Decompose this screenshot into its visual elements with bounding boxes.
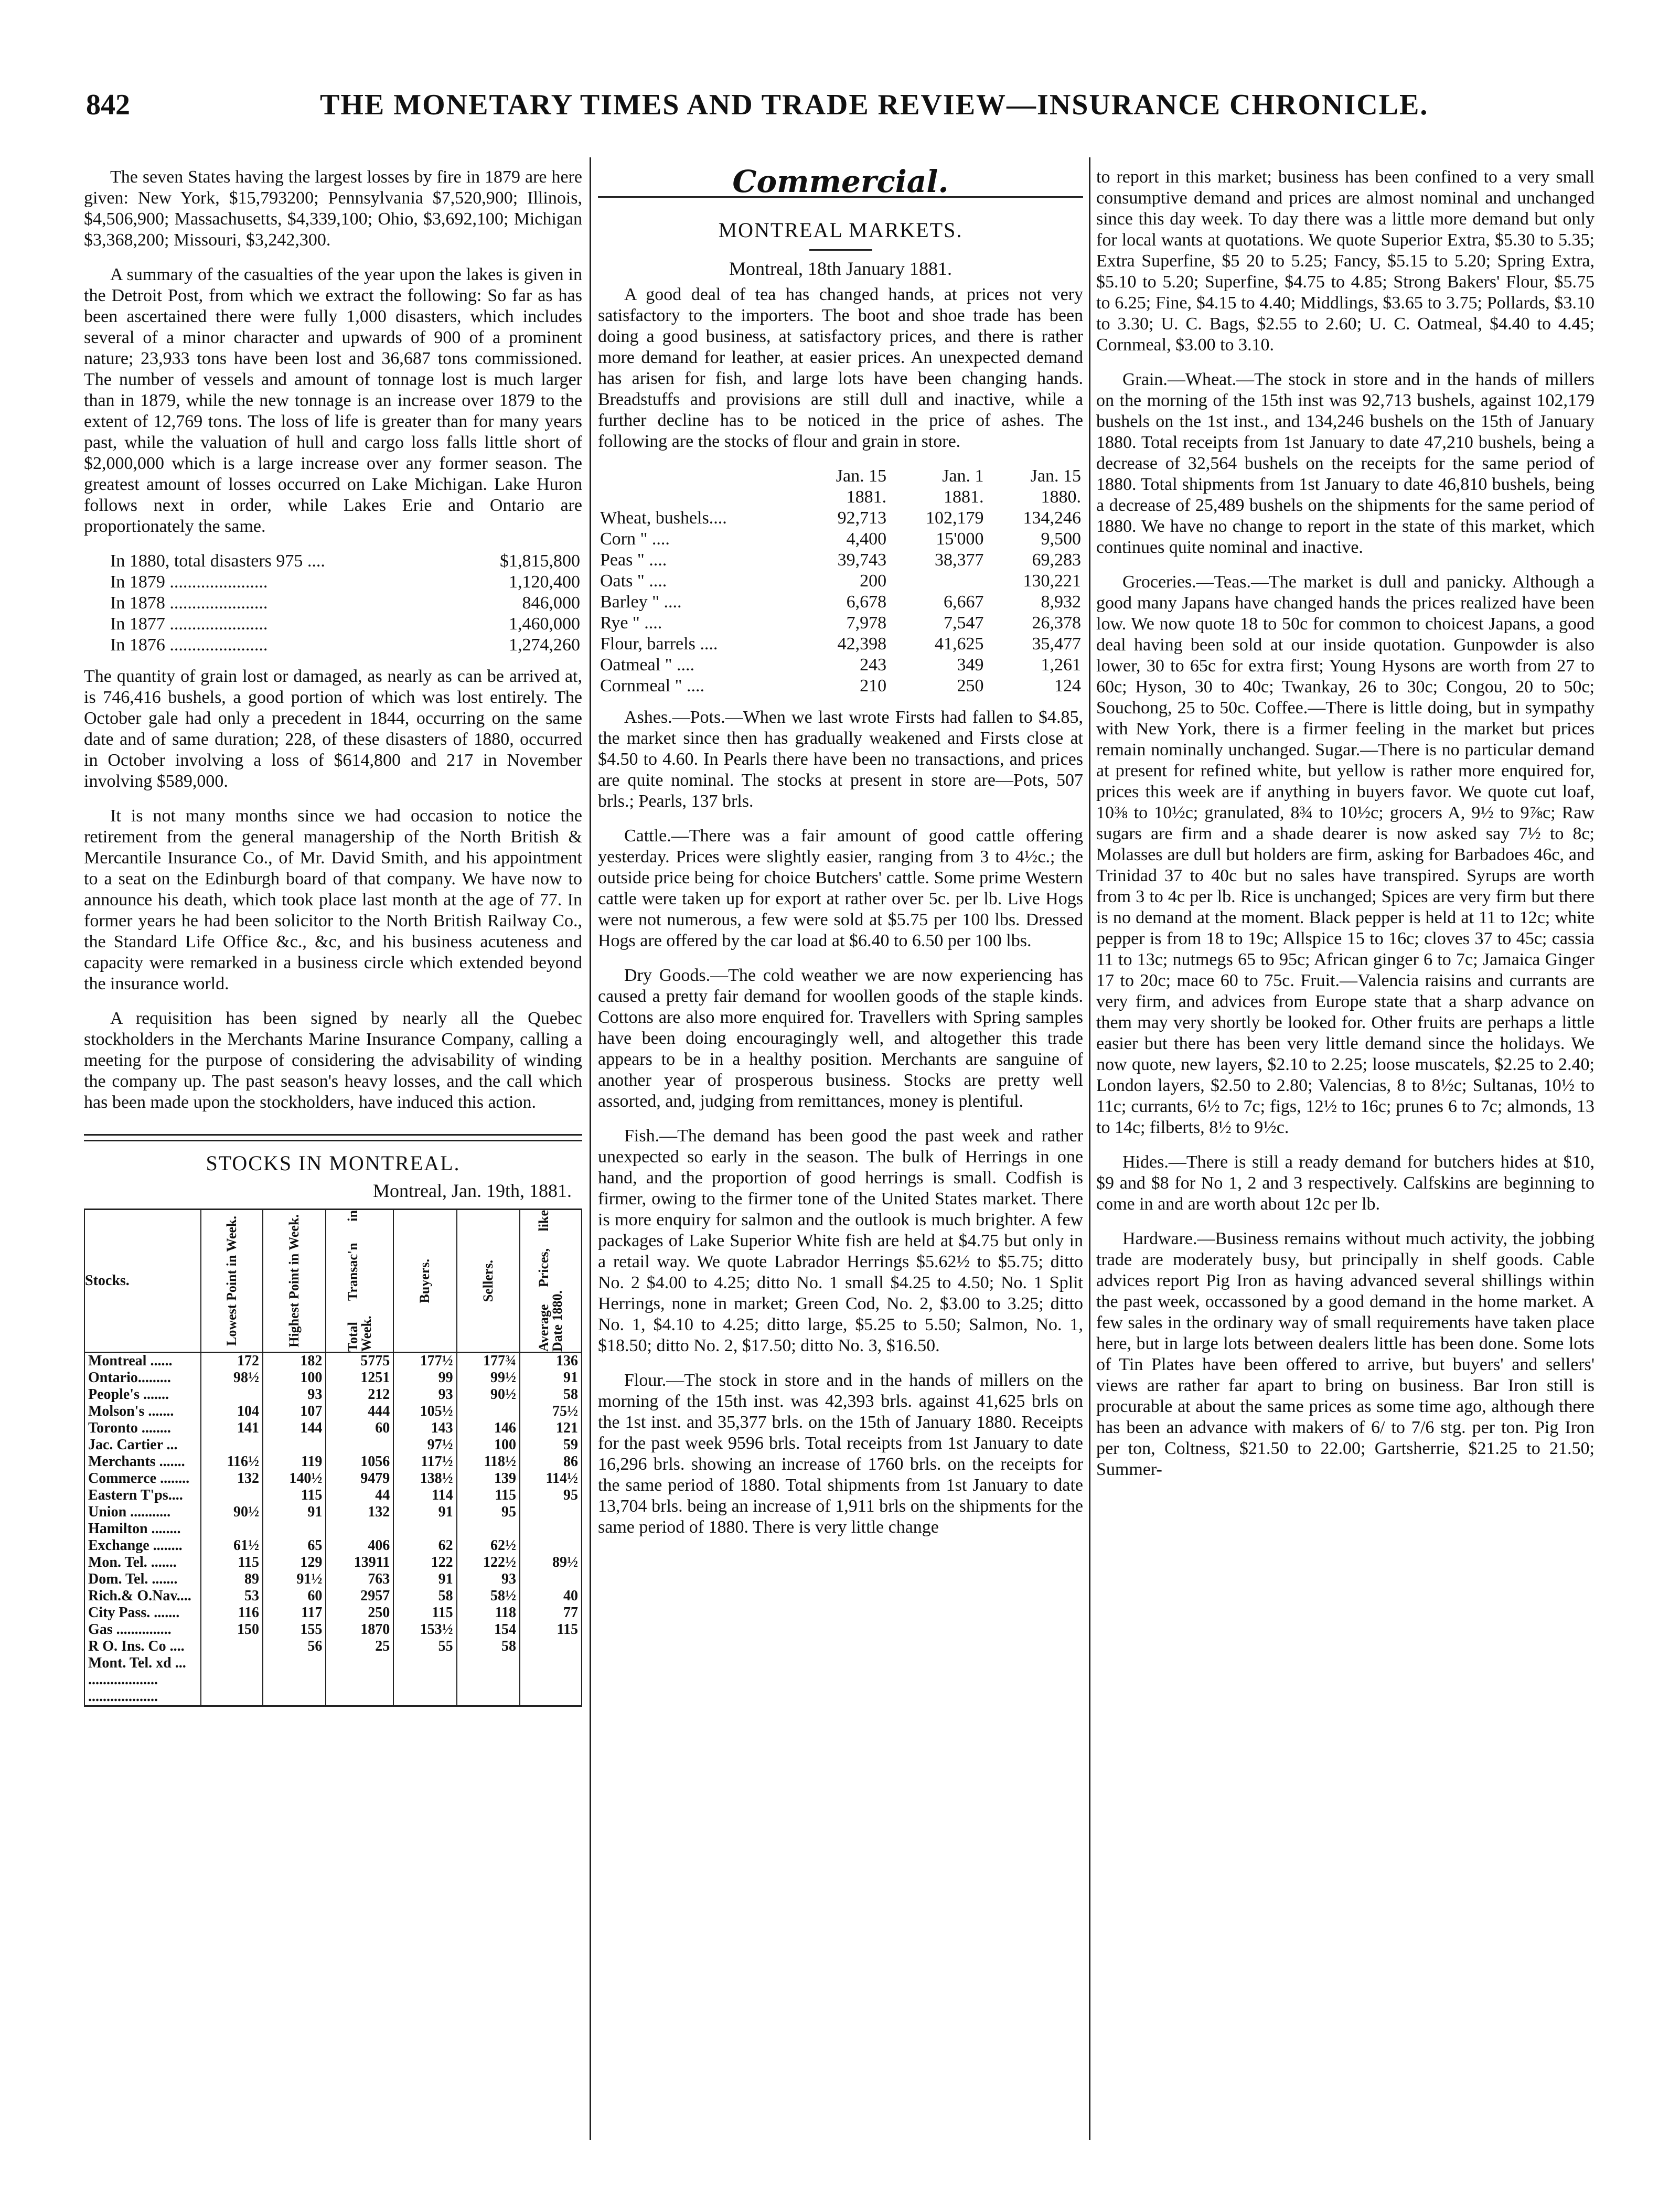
stock-name: Dom. Tel. ....... [84,1571,201,1588]
stock-value: 146 [457,1420,520,1437]
grain-row [598,508,1083,529]
stock-value [520,1571,582,1588]
disaster-value: 1,274,260 [509,635,580,655]
stock-value: 107 [263,1403,326,1420]
stock-value: 93 [263,1386,326,1403]
stock-value: 40 [520,1588,582,1605]
stock-value: 105½ [393,1403,456,1420]
stock-value: 58½ [457,1588,520,1605]
stock-value: 763 [326,1571,393,1588]
stocks-row [84,1504,582,1521]
stocks-row [84,1370,582,1386]
disaster-year: In 1880, total disasters 975 .... [110,551,325,571]
grain-header-cell: 1881. [846,487,887,507]
grain-header-row [598,466,1083,487]
disaster-year: In 1877 ...................... [110,614,268,634]
stock-name: Molson's ....... [84,1403,201,1420]
stocks-row [84,1453,582,1470]
disaster-value: 1,460,000 [509,614,580,634]
stock-value [201,1386,263,1403]
stock-value: 115 [393,1605,456,1621]
grain-value: 39,743 [837,550,887,570]
grain-header-cell [598,466,803,487]
stock-name: People's ....... [84,1386,201,1403]
fish-report: Fish.—The demand has been good the past week and rather unexpected so early in the season. The bulk of Herrings in one hand, and the proportion of good herrings is small. Codfish is firmer, owing to the firmer tone of the United States market. There is more enquiry for salmon and the outlook is much brighter. A few packages of Lake Superior White fish are held at $4.75 but only in a retail way. We quote Labrador Herrings $5.62½ to $5.75; ditto No. 2 $4.00 to 4.25; ditto No. 1 small $4.25 to 4.50; No. 1 Split Herrings, none in market; Green Cod, No. 2, $3.00 to 3.25; ditto No. 1, $4.10 to 4.25; ditto large, $5.25 to 5.50; Salmon, No. 1, $18.50; ditto No. 2, $17.50; ditto No. 3, $16.50. [598,1126,1083,1355]
stock-value: 100 [457,1437,520,1453]
grain-value: 102,179 [926,508,984,528]
grain-value: 1,261 [1041,655,1081,675]
stock-value: 2957 [326,1588,393,1605]
stocks-row [84,1655,582,1672]
grain-value: 35,477 [1032,634,1081,654]
stock-name: Ontario......... [84,1370,201,1386]
stock-value: 58 [457,1638,520,1655]
stocks-title: STOCKS IN MONTREAL. [206,1151,461,1175]
stocks-row [84,1672,582,1688]
column-rule-2 [1089,157,1090,2140]
stock-value [201,1655,263,1672]
disaster-year: In 1876 ...................... [110,635,268,655]
stock-value: 153½ [393,1621,456,1638]
stock-value [520,1537,582,1554]
disaster-row [84,551,582,572]
disaster-year: In 1878 ...................... [110,593,268,613]
stock-value: 75½ [520,1403,582,1420]
stock-value: 1870 [326,1621,393,1638]
stock-value: 62½ [457,1537,520,1554]
stock-value: 62 [393,1537,456,1554]
stock-value: 104 [201,1403,263,1420]
stock-value [201,1437,263,1453]
stock-value: 115 [457,1487,520,1504]
stock-value [326,1688,393,1706]
article-lake-casualties: A summary of the casualties of the year upon the lakes is given in the Detroit Post, from which we extract the following: So far as has been ascertained there were fully 1,000 disasters, which includes several of a minor character and upwards of 900 of a prominent nature; 23,933 tons have been lost and 36,687 tons commissioned. The number of vessels and amount of tonnage lost is much larger than in 1879, while the new tonnage is an increase over 1879 to the extent of 12,769 tons. The loss of life is greater than for many years past, while the valuation of hull and cargo loss falls little short of $2,000,000 which is a large increase over any former season. The greatest amount of losses occurred on Lake Michigan. Lake Huron follows next in order, while Lakes Erie and Ontario are proportionately the same. [84,265,582,536]
disaster-row [84,593,582,614]
article-merchants-marine: A requisition has been signed by nearly all the Quebec stockholders in the Merchants Marine Insurance Company, calling a meeting for the purpose of considering the advisability of winding the company up. The past season's heavy losses, and the call which has been made upon the stockholders, have induced this action. [84,1009,582,1112]
grain-commodity: Barley " .... [600,592,682,612]
stocks-header-cell [201,1210,263,1353]
stock-value [520,1521,582,1537]
stock-value: 1251 [326,1370,393,1386]
running-title: THE MONETARY TIMES AND TRADE REVIEW—INSURANCE CHRONICLE. [320,89,1429,121]
stock-value: 95 [457,1504,520,1521]
stock-value: 65 [263,1537,326,1554]
stock-value: 139 [457,1470,520,1487]
stock-value: 13911 [326,1554,393,1571]
stock-value: 116 [201,1605,263,1621]
stock-value: 55 [393,1638,456,1655]
stock-name: Toronto ........ [84,1420,201,1437]
disaster-value: $1,815,800 [500,551,580,571]
stock-value: 122½ [457,1554,520,1571]
stock-value: 58 [393,1588,456,1605]
grain-value: 8,932 [1041,592,1081,612]
stocks-header-label: Buyers. [417,1258,433,1303]
disaster-year: In 1879 ...................... [110,572,268,592]
stock-value: 1056 [326,1453,393,1470]
grain-value: 6,667 [944,592,984,612]
stock-value: 56 [263,1638,326,1655]
article-david-smith: It is not many months since we had occasion to notice the retirement from the general managership of the North British & Mercantile Insurance Co., of Mr. David Smith, and his appointment to a seat on the Edinburgh board of that company. We have now to announce his death, which took place last month at the age of 77. In former years he had been solicitor to the North British Railway Co., the Standard Life Office &c., &c, and his business acuteness and capacity were remarked in a business circle which extended beyond the insurance world. [84,806,582,993]
grain-header-cell: 1881. [944,487,984,507]
grain-value [889,571,986,592]
grain-value: 9,500 [1041,529,1081,549]
stocks-row [84,1437,582,1453]
stocks-header-label: Highest Point in Week. [286,1214,302,1348]
stock-value: 60 [326,1420,393,1437]
stock-value [393,1521,456,1537]
stock-value: 100 [263,1370,326,1386]
stock-value: 93 [393,1386,456,1403]
stock-value: 91 [393,1571,456,1588]
stock-value: 91½ [263,1571,326,1588]
grain-value: 200 [860,571,887,591]
stock-value [201,1487,263,1504]
stock-value: 132 [326,1504,393,1521]
grain-value: 42,398 [837,634,887,654]
stock-value: 59 [520,1437,582,1453]
grain-commodity: Flour, barrels .... [600,634,718,654]
stock-value [263,1672,326,1688]
stock-value: 121 [520,1420,582,1437]
stocks-row [84,1605,582,1621]
stock-value: 118 [457,1605,520,1621]
stock-value: 150 [201,1621,263,1638]
disaster-value: 846,000 [522,593,580,613]
grain-value: 69,283 [1032,550,1081,570]
flour-report-continued: to report in this market; business has been confined to a very small consumptive demand and prices are almost nominal and unchanged since this day week. To day there was a little more demand but only for local wants at quotations. We quote Superior Extra, $5.30 to 5.35; Extra Superfine, $5 20 to 5.25; Fancy, $5.15 to 5.20; Spring Extra, $5.10 to 5.20; Superfine, $4.75 to 4.85; Strong Bakers' Flour, $5.75 to 6.25; Fine, $4.15 to 4.40; Middlings, $3.65 to 3.75; Pollards, $3.10 to 3.30; U. C. Bags, $2.55 to 2.60; U. C. Oatmeal, $4.40 to 4.45; Cornmeal, $3.00 to 3.10. [1096,167,1595,355]
stock-value: 122 [393,1554,456,1571]
stock-value: 95 [520,1487,582,1504]
grain-report: Grain.—Wheat.—The stock in store and in the hands of millers on the morning of the 15th inst was 92,713 bushels, against 102,179 bushels on the 1st inst., and 134,246 bushels on the 15th of January 1880. Total receipts from 1st January to date 47,210 bushels, being a decrease of 32,564 bushels on the receipts for the same period of 1880. Total shipments from 1st January to date 46,810 bushels, being a decrease of 25,489 bushels on the shipments for the same period of 1880. We have no change to report in the state of this market, which continues quite nominal and inactive. [1096,370,1595,557]
stock-value: 53 [201,1588,263,1605]
grain-header-cell: Jan. 15 [836,466,887,486]
grain-commodity: Rye " .... [600,613,662,633]
grain-stocks-table [598,466,1083,697]
stocks-header-label: Average Prices, like Date 1880. [536,1210,565,1352]
stocks-row [84,1487,582,1504]
stocks-header-cell [520,1210,582,1353]
grain-value: 130,221 [1023,571,1081,591]
stock-value [457,1672,520,1688]
stock-value: 91 [263,1504,326,1521]
stocks-row [84,1403,582,1420]
grain-value: 134,246 [1023,508,1081,528]
grain-value: 15'000 [936,529,984,549]
stock-value: 115 [263,1487,326,1504]
grain-value: 26,378 [1032,613,1081,633]
grain-value: 7,547 [944,613,984,633]
hardware-report: Hardware.—Business remains without much activity, the jobbing trade are moderately busy, but principally in shelf goods. Cable advices report Pig Iron as having advanced several shillings within the past week, occassoned by a good demand in the home market. A few sales in the ordinary way of small requirements have taken place here, but in large lots between dealers little has been done. Some lots of Tin Plates have been offered to arrive, but buyers' and sellers' views are rather far apart to bring on business. Bar Iron still is procurable at about the same prices as some time ago, although there has been an advance with makers of 6/ to 7/6 stg. per ton. Pig Iron per ton, Coltness, $21.50 to 22.00; Gartsherrie, $21.25 to 21.50; Summer- [1096,1229,1595,1479]
stock-value [326,1672,393,1688]
stock-name: Commerce ........ [84,1470,201,1487]
column-3 [1096,167,1595,1494]
stocks-header-row [84,1210,582,1353]
stocks-header-cell [393,1210,456,1353]
grain-row [598,592,1083,613]
stock-value: 97½ [393,1437,456,1453]
stocks-header-label: Sellers. [480,1259,496,1302]
stock-value: 98½ [201,1370,263,1386]
grain-commodity: Oatmeal " .... [600,655,695,675]
stocks-row [84,1521,582,1537]
stock-value [326,1655,393,1672]
grain-commodity: Oats " .... [600,571,667,591]
stock-value [201,1688,263,1706]
stock-value: 115 [201,1554,263,1571]
stock-name: ................... [84,1688,201,1706]
stock-name: Merchants ....... [84,1453,201,1470]
grain-row [598,655,1083,676]
grain-header-cell [598,487,803,508]
stocks-header-label: Lowest Point in Week. [223,1216,239,1346]
stock-value: 91 [520,1370,582,1386]
stock-value: 90½ [457,1386,520,1403]
hides-report: Hides.—There is still a ready demand for butchers hides at $10, $9 and $8 for No 1, 2 and 3 respectively. Calfskins are beginning to come in and are worth about 12c per lb. [1096,1152,1595,1214]
stock-value: 212 [326,1386,393,1403]
disasters-table [84,551,582,656]
disaster-row [84,572,582,593]
grain-value: 7,978 [846,613,887,633]
stocks-header-cell [263,1210,326,1353]
stock-value: 58 [520,1386,582,1403]
grain-row [598,571,1083,592]
stock-value: 44 [326,1487,393,1504]
stock-value [457,1688,520,1706]
stock-name: R O. Ins. Co .... [84,1638,201,1655]
stock-name: Exchange ........ [84,1537,201,1554]
stock-value: 89½ [520,1554,582,1571]
stock-name: Hamilton ........ [84,1521,201,1537]
stock-value: 5775 [326,1352,393,1370]
stock-name: ................... [84,1672,201,1688]
stock-value: 99 [393,1370,456,1386]
stock-value: 61½ [201,1537,263,1554]
stock-value: 90½ [201,1504,263,1521]
grain-value: 41,625 [935,634,984,654]
stock-value: 25 [326,1638,393,1655]
stock-value: 444 [326,1403,393,1420]
grain-value: 38,377 [935,550,984,570]
stock-value: 114 [393,1487,456,1504]
article-grain-lost: The quantity of grain lost or damaged, as nearly as can be arrived at, is 746,416 bushels, a good portion of which was lost entirely. The October gale had only a precedent in 1844, occurring on the same date and of same duration; 228, of these disasters of 1880, occurred in October involving a loss of $614,800 and 217 in November involving $589,000. [84,667,582,791]
grain-commodity: Peas " .... [600,550,667,570]
stock-name: Gas ............... [84,1621,201,1638]
grain-value: 92,713 [837,508,887,528]
stock-value: 118½ [457,1453,520,1470]
stock-value: 114½ [520,1470,582,1487]
grain-row [598,550,1083,571]
grain-header-cell: Jan. 15 [1030,466,1081,486]
stock-value: 99½ [457,1370,520,1386]
grain-value: 6,678 [846,592,887,612]
grain-header-cell: Jan. 1 [942,466,984,486]
stocks-row [84,1352,582,1370]
flour-report: Flour.—The stock in store and in the hands of millers on the morning of the 15th inst. was 42,393 brls. against 41,625 brls on the 1st inst. and 35,377 brls. on the 15th of January 1880. Receipts for the past week 9596 brls. Total receipts from 1st January to date 16,296 brls. showing an increase of 1760 brls. on the receipts for the same period of 1880. Total shipments from 1st January to date 13,704 brls. being an increase of 1,911 brls on the shipments for the same period of 1880. There is very little change [598,1371,1083,1537]
stock-value: 250 [326,1605,393,1621]
stock-value: 141 [201,1420,263,1437]
stocks-header-cell: Stocks. [84,1210,201,1353]
markets-intro: A good deal of tea has changed hands, at prices not very satisfactory to the importers. The boot and shoe trade has been doing a good business, at satisfactory prices, and there is rather more demand for leather, at easier prices. An unexpected demand has arisen for fish, and large lots have been changing hands. Breadstuffs and provisions are still dull and inactive, while a further decline has to be noticed in the price of ashes. The following are the stocks of flour and grain in store. [598,285,1083,451]
stock-value: 116½ [201,1453,263,1470]
stock-value: 406 [326,1537,393,1554]
cattle-report: Cattle.—There was a fair amount of good cattle offering yesterday. Prices were slightly easier, ranging from 3 to 4½c.; the outside price being for choice Butchers' cattle. Some prime Western cattle were taken up for export at rather over 5c. per lb. Live Hogs were not numerous, a few were sold at $5.75 per 100 lbs. Dressed Hogs are offered by the car load at $6.40 to 6.50 per 100 lbs. [598,826,1083,950]
markets-dateline: Montreal, 18th January 1881. [729,258,952,279]
stocks-row [84,1554,582,1571]
stock-value: 89 [201,1571,263,1588]
stocks-row [84,1420,582,1437]
stock-value [263,1655,326,1672]
stock-value: 177½ [393,1352,456,1370]
markets-subheading: MONTREAL MARKETS. [718,218,963,242]
stocks-row [84,1571,582,1588]
grain-value: 124 [1054,676,1081,696]
stock-value [201,1521,263,1537]
stocks-table [84,1209,582,1707]
grain-header-cell: 1880. [1041,487,1081,507]
disaster-row [84,614,582,635]
stock-value: 86 [520,1453,582,1470]
stock-name: Eastern T'ps.... [84,1487,201,1504]
stock-value [326,1521,393,1537]
stocks-row [84,1588,582,1605]
stocks-row [84,1537,582,1554]
stocks-date: Montreal, Jan. 19th, 1881. [373,1180,572,1201]
column-2 [598,164,1083,1552]
stock-value: 115 [520,1621,582,1638]
stock-value: 132 [201,1470,263,1487]
stock-value: 177¾ [457,1352,520,1370]
stock-value: 172 [201,1352,263,1370]
disaster-row [84,635,582,656]
stock-value: 91 [393,1504,456,1521]
grain-value: 250 [957,676,984,696]
stock-value [520,1655,582,1672]
page-header [79,88,1600,130]
stock-value: 117 [263,1605,326,1621]
grain-value: 210 [860,676,887,696]
stock-value: 144 [263,1420,326,1437]
article-state-losses: The seven States having the largest losses by fire in 1879 are here given: New York, $15,793200; Pennsylvania $7,520,900; Illinois, $4,506,900; Massachusetts, $4,339,100; Ohio, $3,692,100; Michigan $3,368,200; Missouri, $3,242,300. [84,167,582,250]
grain-value: 243 [860,655,887,675]
stocks-row [84,1638,582,1655]
stock-value: 155 [263,1621,326,1638]
stock-value: 140½ [263,1470,326,1487]
stock-value [263,1521,326,1537]
stock-value [393,1688,456,1706]
stock-value [201,1672,263,1688]
stock-name: Montreal ...... [84,1352,201,1370]
page-number: 842 [86,89,130,121]
stock-value: 129 [263,1554,326,1571]
disaster-value: 1,120,400 [509,572,580,592]
stock-value [457,1521,520,1537]
groceries-report: Groceries.—Teas.—The market is dull and panicky. Although a good many Japans have changed hands the prices realized have been low. We now quote 18 to 50c for common to choicest Japans, a good deal having been sold at our inside quotation. Gunpowder is also lower, 30 to 65c for extra first; Young Hysons are worth from 27 to 60c; Hyson, 30 to 40c; Twankay, 26 to 30c; Congou, 20 to 50c; Souchong, 25 to 50c. Coffee.—There is little doing, but in sympathy with New York, there is a firmer feeling in the market but prices remain nominally unchanged. Sugar.—There is no particular demand at present for refined white, but yellow is rather more enquired for, prices this week are if anything in buyers favor. We quote cut loaf, 10⅜ to 10½c; granulated, 8¾ to 10½c; grocers A, 9½ to 9⅞c; Raw sugars are firm and a shade dearer is now asked say 7½ to 8c; Molasses are dull but holders are firm, asking for Barbadoes 46c, and Trinidad 37 to 40c but no sales have transpired. Syrups are worth from 3 to 4c per lb. Rice is unchanged; Spices are very firm but there is no demand at the moment. Black pepper is held at 11 to 12c; white pepper is from 18 to 19c; Allspice 15 to 16c; cloves 37 to 45c; cassia 11 to 13c; nutmegs 65 to 95c; African ginger 6 to 7c; Jamaica Ginger 17 to 20c; mace 60 to 75c. Fruit.—Valencia raisins and currants are very firm, and advices from Europe state that a sharp advance on them may very shortly be looked for. Other fruits are perhaps a little easier but there has been very little demand since the holidays. We now quote, new layers, $2.10 to 2.25; loose muscatels, $2.25 to 2.40; London layers, $2.50 to 2.80; Valencias, 8 to 8½c; Sultanas, 10½ to 11c; currants, 6½ to 7c; figs, 12½ to 16c; prunes 6 to 7c; almonds, 13 to 14c; filberts, 8½ to 9½c. [1096,572,1595,1137]
stock-value: 77 [520,1605,582,1621]
stock-value [520,1504,582,1521]
grain-commodity: Cornmeal " .... [600,676,704,696]
stock-value: 143 [393,1420,456,1437]
stock-value: 154 [457,1621,520,1638]
stocks-row [84,1386,582,1403]
section-divider [84,1134,582,1141]
stock-name: Union ........... [84,1504,201,1521]
dry-goods-report: Dry Goods.—The cold weather we are now experiencing has caused a pretty fair demand for woollen goods of the staple kinds. Cottons are also more enquired for. Travellers with Spring samples have been doing encouragingly well, and altogether this trade appears to be in a healthy position. Merchants are sanguine of another year of prosperous business. Stocks are pretty well assorted, and, judging from remittances, money is plentiful. [598,966,1083,1111]
stock-value: 119 [263,1453,326,1470]
grain-row [598,634,1083,655]
stocks-header-label: Total Transac'n in Week. [345,1210,374,1352]
grain-row [598,529,1083,550]
stock-value [520,1638,582,1655]
stock-value [457,1403,520,1420]
column-1 [84,167,582,1707]
stock-value: 117½ [393,1453,456,1470]
stock-value: 182 [263,1352,326,1370]
stocks-row [84,1470,582,1487]
stock-value [326,1437,393,1453]
stock-value [263,1437,326,1453]
stock-value: 93 [457,1571,520,1588]
stock-value [263,1688,326,1706]
grain-value: 4,400 [846,529,887,549]
commercial-heading: Commercial. [732,164,949,199]
stock-name: City Pass. ....... [84,1605,201,1621]
stock-value [393,1655,456,1672]
stocks-row [84,1621,582,1638]
column-rule-1 [590,157,591,2140]
stock-value [457,1655,520,1672]
stocks-row [84,1688,582,1706]
stocks-header-cell [457,1210,520,1353]
stock-value [201,1638,263,1655]
stock-name: Jac. Cartier ... [84,1437,201,1453]
stock-name: Rich.& O.Nav.... [84,1588,201,1605]
stock-value [393,1672,456,1688]
stock-name: Mon. Tel. ....... [84,1554,201,1571]
short-rule [809,249,872,251]
grain-row [598,676,1083,697]
stock-name: Mont. Tel. xd ... [84,1655,201,1672]
grain-commodity: Corn " .... [600,529,670,549]
grain-commodity: Wheat, bushels.... [600,508,727,528]
ashes-report: Ashes.—Pots.—When we last wrote Firsts had fallen to $4.85, the market since then has gradually weakened and Firsts close at $4.50 to 4.60. In Pearls there have been no transactions, and prices are quite nominal. The stocks at present in store are—Pots, 507 brls.; Pearls, 137 brls. [598,708,1083,811]
grain-value: 349 [957,655,984,675]
stock-value: 138½ [393,1470,456,1487]
grain-header-row [598,487,1083,508]
stock-value: 9479 [326,1470,393,1487]
stock-value [520,1688,582,1706]
grain-row [598,613,1083,634]
stocks-header-cell [326,1210,393,1353]
stock-value: 136 [520,1352,582,1370]
stock-value: 60 [263,1588,326,1605]
stock-value [520,1672,582,1688]
